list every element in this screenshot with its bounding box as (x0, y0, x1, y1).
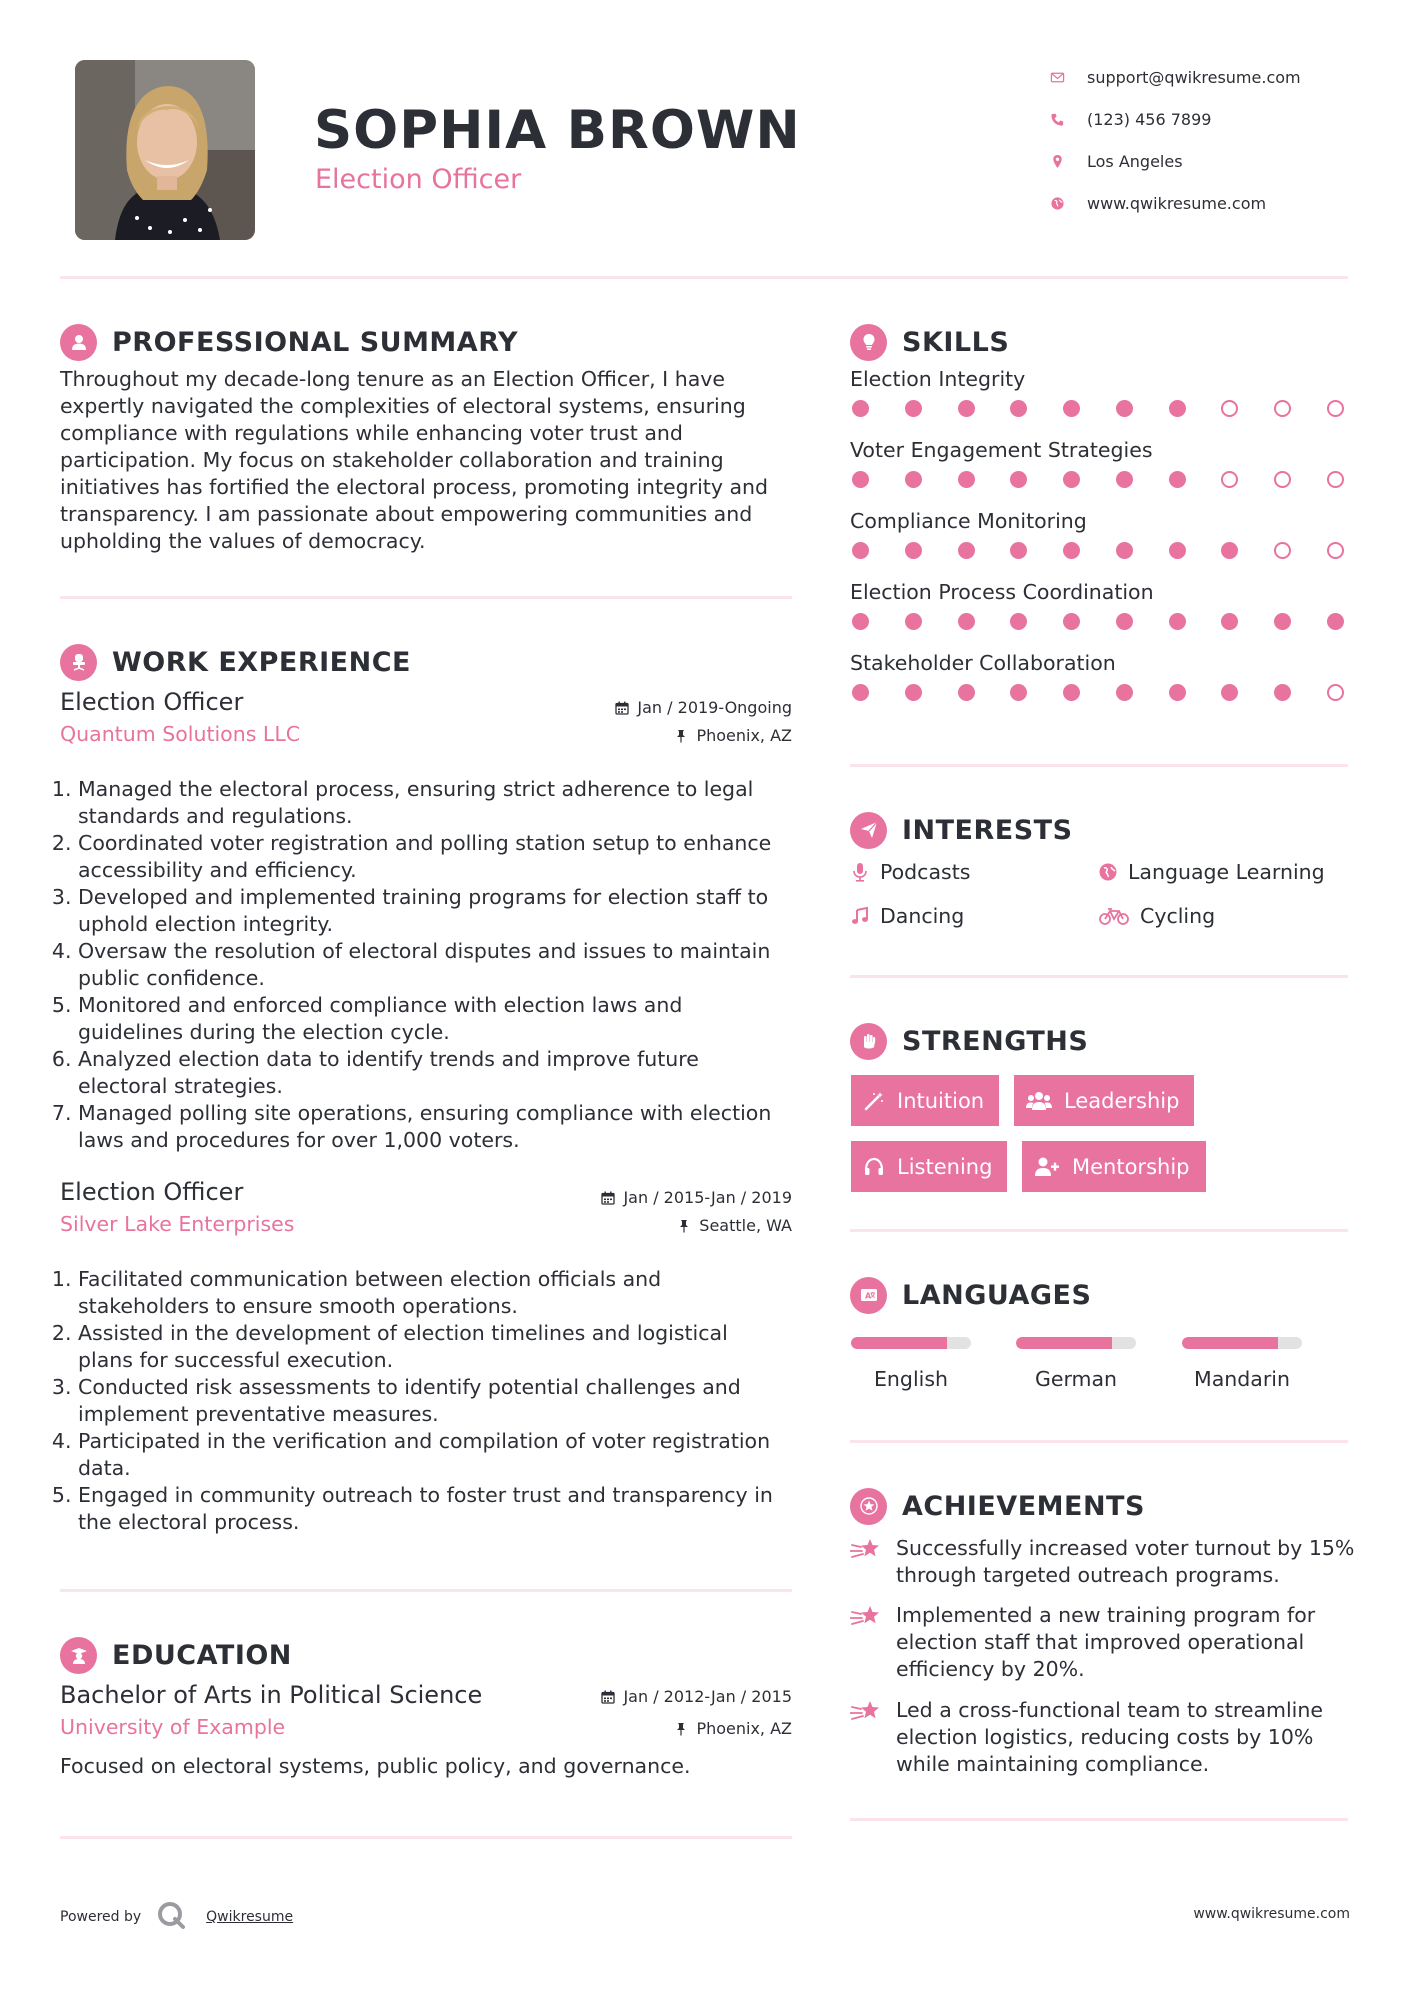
school-name: University of Example (60, 1715, 286, 1739)
rating-dot-filled (905, 684, 922, 701)
skill-name: Election Process Coordination (850, 580, 1154, 604)
achievement-item (850, 1535, 1360, 1589)
magic-wand-icon (863, 1090, 885, 1112)
strength-badge-leadership (1014, 1075, 1194, 1126)
languages-divider (850, 1440, 1348, 1443)
achievements-divider (850, 1818, 1348, 1821)
language-item (851, 1337, 971, 1391)
summary-line: participation. My focus on stakeholder collaboration and training (60, 448, 724, 472)
rating-dot-filled (958, 471, 975, 488)
rating-dot-filled (1221, 613, 1238, 630)
job-title: Election Officer (60, 1178, 244, 1206)
skill-rating (852, 471, 1344, 488)
globe-icon (1098, 862, 1118, 882)
rating-dot-filled (1116, 471, 1133, 488)
achievement-line: Successfully increased voter turnout by 15% (896, 1536, 1355, 1560)
work-heading: WORK EXPERIENCE (112, 646, 411, 678)
rating-dot-filled (1010, 471, 1027, 488)
user-circle-icon (60, 324, 97, 361)
graduate-icon (60, 1637, 97, 1674)
skill-rating (852, 542, 1344, 559)
rating-dot-filled (905, 400, 922, 417)
skill-rating (852, 613, 1344, 630)
candidate-name: SOPHIA BROWN (314, 100, 801, 161)
achievement-line: through targeted outreach programs. (896, 1563, 1280, 1587)
language-level-bar (1016, 1337, 1136, 1349)
interest-label: Cycling (1140, 904, 1216, 928)
summary-heading: PROFESSIONAL SUMMARY (112, 326, 519, 358)
pushpin-icon (674, 729, 688, 743)
rating-dot-filled (1221, 684, 1238, 701)
degree-title: Bachelor of Arts in Political Science (60, 1681, 483, 1709)
interest-podcasts (850, 860, 970, 884)
pushpin-icon (677, 1219, 691, 1233)
job-dates-text: Jan / 2015-Jan / 2019 (623, 1188, 792, 1207)
rating-dot-filled (1327, 613, 1344, 630)
languages-heading: LANGUAGES (902, 1279, 1092, 1311)
rating-dot-filled (852, 471, 869, 488)
rating-dot-filled (1063, 542, 1080, 559)
achievement-item (850, 1697, 1360, 1778)
strengths-heading: STRENGTHS (902, 1025, 1089, 1057)
rating-dot-filled (1063, 684, 1080, 701)
strength-label: Intuition (897, 1088, 985, 1113)
rating-dot-filled (1010, 400, 1027, 417)
education-dates-text: Jan / 2012-Jan / 2015 (623, 1687, 792, 1706)
contact-email[interactable] (1050, 56, 1380, 98)
shooting-star-icon (850, 1602, 884, 1632)
qwikresume-logo-icon (156, 1900, 186, 1934)
strength-label: Mentorship (1072, 1154, 1190, 1179)
contact-phone[interactable] (1050, 98, 1380, 140)
rating-dot-empty (1274, 471, 1291, 488)
rating-dot-empty (1274, 400, 1291, 417)
rating-dot-filled (1063, 400, 1080, 417)
interests-divider (850, 975, 1348, 978)
strength-badge-listening (851, 1141, 1007, 1192)
language-item (1182, 1337, 1302, 1391)
job-location-text: Seattle, WA (699, 1216, 792, 1235)
education-divider (60, 1836, 792, 1839)
summary-line: initiatives has fortified the electoral process, promoting integrity and (60, 475, 769, 499)
language-name: German (1034, 1367, 1118, 1391)
summary-line: transparency. I am passionate about empowering communities and (60, 502, 753, 526)
achievements-section (850, 1486, 1350, 1526)
fist-icon (850, 1023, 887, 1060)
strength-badge-intuition (851, 1075, 999, 1126)
duties-list (60, 1266, 792, 1536)
rating-dot-empty (1327, 471, 1344, 488)
interest-label: Podcasts (880, 860, 971, 884)
list-item: 7. Managed polling site operations, ensuring compliance with election laws and procedures for over 1,000 voters. (78, 1100, 792, 1154)
contact-email-text: support@qwikresume.com (1087, 67, 1301, 87)
headphones-icon (863, 1156, 885, 1178)
candidate-title: Election Officer (315, 164, 522, 195)
education-location (674, 1719, 792, 1738)
pushpin-icon (674, 1722, 688, 1736)
rating-dot-filled (852, 400, 869, 417)
interest-label: Language Learning (1128, 860, 1325, 884)
bicycle-icon (1098, 906, 1130, 926)
language-item (1016, 1337, 1136, 1391)
interest-label: Dancing (880, 904, 965, 928)
rating-dot-filled (852, 542, 869, 559)
summary-line: expertly navigated the complexities of electoral systems, ensuring (60, 394, 746, 418)
summary-line: upholding the values of democracy. (60, 529, 426, 553)
interest-language-learning (1098, 860, 1325, 884)
language-icon (850, 1277, 887, 1314)
language-level-bar (1182, 1337, 1302, 1349)
summary-divider (60, 596, 792, 599)
user-plus-icon (1034, 1156, 1060, 1178)
lightbulb-icon (850, 324, 887, 361)
footer-website[interactable]: www.qwikresume.com (1193, 1906, 1350, 1922)
rating-dot-empty (1221, 400, 1238, 417)
rating-dot-filled (1169, 400, 1186, 417)
interest-cycling (1098, 904, 1215, 928)
microphone-icon (850, 862, 870, 882)
list-item: 4. Participated in the verification and compilation of voter registration data. (78, 1428, 792, 1482)
education-entry (60, 1681, 792, 1780)
rating-dot-filled (1116, 613, 1133, 630)
achievement-line: Led a cross-functional team to streamline (896, 1698, 1323, 1722)
list-item: 2. Coordinated voter registration and polling station setup to enhance accessibility and efficiency. (78, 830, 792, 884)
rating-dot-filled (958, 613, 975, 630)
rating-dot-filled (1221, 542, 1238, 559)
job-entry (60, 1178, 792, 1536)
skill-name: Stakeholder Collaboration (850, 651, 1116, 675)
rating-dot-filled (1010, 684, 1027, 701)
interests-section (850, 810, 1350, 850)
job-location (674, 726, 792, 745)
calendar-icon (615, 701, 629, 715)
job-entry (60, 688, 792, 1154)
list-item: 6. Analyzed election data to identify trends and improve future electoral strategies. (78, 1046, 792, 1100)
rating-dot-filled (1063, 613, 1080, 630)
rating-dot-empty (1274, 542, 1291, 559)
list-item: 5. Monitored and enforced compliance with election laws and guidelines during the election cycle. (78, 992, 792, 1046)
rating-dot-filled (852, 613, 869, 630)
list-item: 2. Assisted in the development of election timelines and logistical plans for successful execution. (78, 1320, 792, 1374)
rating-dot-filled (1169, 613, 1186, 630)
skill-name: Election Integrity (850, 367, 1026, 391)
job-location (677, 1216, 792, 1235)
skills-list (850, 364, 1350, 701)
rating-dot-filled (958, 542, 975, 559)
achievement-line: Implemented a new training program for (896, 1603, 1316, 1627)
rating-dot-filled (1063, 471, 1080, 488)
skills-heading: SKILLS (902, 326, 1010, 358)
interest-dancing (850, 904, 964, 928)
list-item: 4. Oversaw the resolution of electoral disputes and issues to maintain public confidence. (78, 938, 792, 992)
rating-dot-filled (1274, 613, 1291, 630)
shooting-star-icon (850, 1535, 884, 1565)
achievement-line: efficiency by 20%. (896, 1657, 1085, 1681)
music-icon (850, 906, 870, 926)
rating-dot-filled (1010, 542, 1027, 559)
list-item: 1. Facilitated communication between election officials and stakeholders to ensure smooth operations. (78, 1266, 792, 1320)
skill-rating (852, 400, 1344, 417)
rating-dot-filled (958, 400, 975, 417)
rating-dot-filled (1169, 684, 1186, 701)
strengths-divider (850, 1229, 1348, 1232)
achievement-line: while maintaining compliance. (896, 1752, 1210, 1776)
job-title: Election Officer (60, 688, 244, 716)
star-badge-icon (850, 1488, 887, 1525)
skill-name: Compliance Monitoring (850, 509, 1087, 533)
contact-website[interactable] (1050, 182, 1380, 224)
rating-dot-filled (958, 684, 975, 701)
language-level-fill (1182, 1337, 1278, 1349)
calendar-icon (601, 1690, 615, 1704)
language-level-fill (851, 1337, 947, 1349)
skill-name: Voter Engagement Strategies (850, 438, 1153, 462)
summary-section (60, 322, 800, 555)
education-heading: EDUCATION (112, 1639, 292, 1671)
work-section (60, 642, 800, 682)
job-company: Quantum Solutions LLC (60, 722, 301, 746)
rating-dot-empty (1221, 471, 1238, 488)
achievement-item (850, 1602, 1360, 1683)
briefcase-chair-icon (60, 644, 97, 681)
footer-powered-by (60, 1900, 293, 1934)
list-item: 3. Conducted risk assessments to identify potential challenges and implement preventative measures. (78, 1374, 792, 1428)
rating-dot-filled (852, 684, 869, 701)
map-pin-icon (1050, 154, 1087, 169)
powered-by-text: Powered by (60, 1909, 142, 1925)
job-location-text: Phoenix, AZ (696, 726, 792, 745)
duties-list (60, 776, 792, 1154)
rating-dot-empty (1327, 400, 1344, 417)
strengths-section (850, 1021, 1350, 1061)
list-item: 3. Developed and implemented training programs for election staff to uphold election integrity. (78, 884, 792, 938)
contact-location (1050, 140, 1380, 182)
language-level-bar (851, 1337, 971, 1349)
education-description: Focused on electoral systems, public policy, and governance. (60, 1754, 691, 1778)
rating-dot-filled (1274, 684, 1291, 701)
rating-dot-filled (1169, 471, 1186, 488)
rating-dot-empty (1327, 542, 1344, 559)
list-item: 5. Engaged in community outreach to foster trust and transparency in the electoral process. (78, 1482, 792, 1536)
education-dates (601, 1687, 792, 1706)
envelope-icon (1050, 70, 1087, 85)
rating-dot-filled (905, 613, 922, 630)
rating-dot-filled (1010, 613, 1027, 630)
summary-line: Throughout my decade-long tenure as an Election Officer, I have (60, 367, 726, 391)
languages-section (850, 1275, 1350, 1315)
list-item: 1. Managed the electoral process, ensuring strict adherence to legal standards and regulations. (78, 776, 792, 830)
job-dates (615, 698, 792, 717)
rating-dot-empty (1327, 684, 1344, 701)
calendar-icon (601, 1191, 615, 1205)
contact-phone-text: (123) 456 7899 (1087, 109, 1212, 129)
skill-rating (852, 684, 1344, 701)
phone-icon (1050, 112, 1087, 127)
summary-line: compliance with regulations while enhancing voter trust and (60, 421, 683, 445)
shooting-star-icon (850, 1697, 884, 1727)
svg-text:A: A (864, 1291, 871, 1301)
rating-dot-filled (1116, 542, 1133, 559)
rating-dot-filled (905, 471, 922, 488)
profile-photo (75, 60, 255, 240)
job-dates-text: Jan / 2019-Ongoing (637, 698, 792, 717)
achievements-heading: ACHIEVEMENTS (902, 1490, 1145, 1522)
education-section (60, 1635, 800, 1675)
summary-text (60, 366, 800, 555)
rating-dot-filled (1116, 400, 1133, 417)
header-divider (60, 276, 1348, 279)
strength-badge-mentorship (1022, 1141, 1206, 1192)
education-location-text: Phoenix, AZ (696, 1719, 792, 1738)
globe-icon (1050, 196, 1087, 211)
paper-plane-icon (850, 812, 887, 849)
contact-list (1050, 56, 1380, 224)
strength-label: Listening (897, 1154, 993, 1179)
rating-dot-filled (1116, 684, 1133, 701)
interests-heading: INTERESTS (902, 814, 1073, 846)
achievement-line: election staff that improved operational (896, 1630, 1305, 1654)
language-level-fill (1016, 1337, 1112, 1349)
achievement-line: election logistics, reducing costs by 10% (896, 1725, 1314, 1749)
skills-divider (850, 764, 1348, 767)
rating-dot-filled (905, 542, 922, 559)
language-name: English (873, 1367, 949, 1391)
qwikresume-link[interactable]: Qwikresume (206, 1909, 294, 1925)
language-name: Mandarin (1194, 1367, 1290, 1391)
contact-website-text: www.qwikresume.com (1087, 193, 1267, 213)
contact-location-text: Los Angeles (1087, 151, 1183, 171)
skills-section (850, 322, 1350, 719)
rating-dot-filled (1169, 542, 1186, 559)
work-divider (60, 1589, 792, 1592)
strength-label: Leadership (1064, 1088, 1180, 1113)
users-icon (1026, 1090, 1052, 1112)
job-dates (601, 1188, 792, 1207)
job-company: Silver Lake Enterprises (60, 1212, 295, 1236)
